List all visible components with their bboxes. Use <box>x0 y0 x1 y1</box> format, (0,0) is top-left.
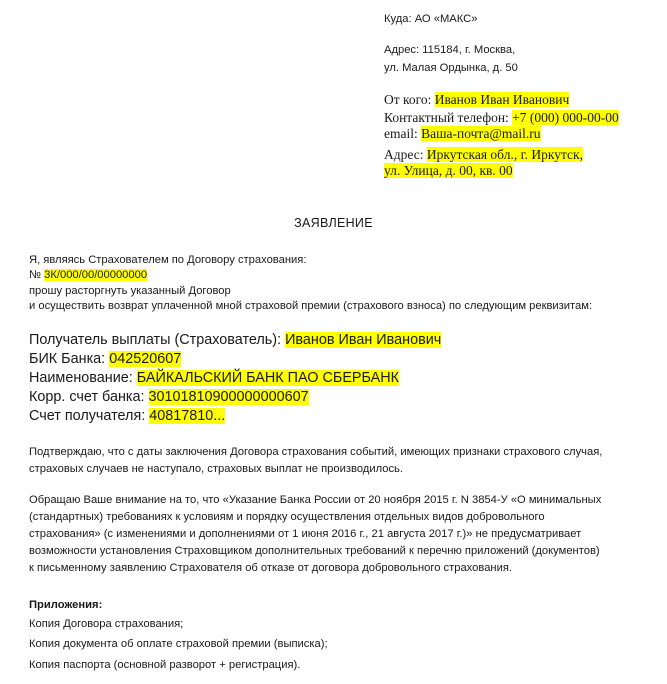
detail-recipient-label: Получатель выплаты (Страхователь): <box>29 332 286 348</box>
detail-account-value: 40817810... <box>149 408 226 424</box>
detail-account <box>29 408 225 424</box>
detail-recipient-value: Иванов Иван Иванович <box>285 332 442 348</box>
sender-email-value: Ваша-почта@mail.ru <box>421 126 541 141</box>
attachments-heading: Приложения: <box>29 599 103 611</box>
notice-line2: (стандартных) требованиях к условиям и порядку осуществления отдельных видов добровольного <box>29 511 545 523</box>
detail-corr-account-value: 30101810900000000607 <box>148 389 309 405</box>
sender-phone-value: +7 (000) 000-00-00 <box>512 110 619 125</box>
attachment-item: Копия паспорта (основной разворот + регистрация). <box>29 659 301 671</box>
intro-line3: прошу расторгнуть указанный Договор <box>29 285 231 297</box>
attachment-item: Копия Договора страхования; <box>29 618 184 630</box>
recipient-address-line2: ул. Малая Ордынка, д. 50 <box>384 62 518 74</box>
sender-address <box>384 147 583 163</box>
intro-line1: Я, являясь Страхователем по Договору страхования: <box>29 254 307 266</box>
notice-line5: к письменному заявлению Страхователя об отказе от договора добровольного страхования. <box>29 562 513 574</box>
confirm-line2: страховых случаев не наступало, страховых выплат не производилось. <box>29 463 403 475</box>
sender-address-line1: Иркутская обл., г. Иркутск, <box>426 147 583 162</box>
intro-line4: и осуществить возврат уплаченной мной страховой премии (страхового взноса) по следующим реквизитам: <box>29 300 593 312</box>
detail-bik-label: БИК Банка: <box>29 351 110 367</box>
contract-number-label: № <box>29 269 45 281</box>
notice-line3: страхования» (с изменениями и дополнениями от 1 июня 2016 г., 21 августа 2017 г.)» не предусматривает <box>29 528 582 540</box>
attachment-item: Копия документа об оплате страховой премии (выписка); <box>29 638 328 650</box>
sender-name: Иванов Иван Иванович <box>434 92 570 107</box>
recipient-address-line1: Адрес: 115184, г. Москва, <box>384 44 516 56</box>
sender-phone-label: Контактный телефон: <box>384 110 513 125</box>
sender-from <box>384 92 569 108</box>
detail-bank-name <box>29 370 399 386</box>
detail-recipient <box>29 332 441 348</box>
detail-bank-name-label: Наименование: <box>29 370 137 386</box>
sender-phone <box>384 110 619 126</box>
sender-address-label: Адрес: <box>384 147 427 162</box>
recipient-to: Куда: АО «МАКС» <box>384 13 478 25</box>
sender-email-label: email: <box>384 126 422 141</box>
sender-address-line2: ул. Улица, д. 00, кв. 00 <box>384 163 513 178</box>
contract-number-value: 3К/000/00/00000000 <box>44 269 148 281</box>
detail-corr-account <box>29 389 309 405</box>
sender-address-line2-wrap <box>384 163 513 179</box>
sender-email <box>384 126 541 142</box>
contract-number <box>29 269 147 281</box>
confirm-line1: Подтверждаю, что с даты заключения Договора страхования событий, имеющих признаки страхового случая, <box>29 446 603 458</box>
detail-bank-name-value: БАЙКАЛЬСКИЙ БАНК ПАО СБЕРБАНК <box>136 370 400 386</box>
notice-line1: Обращаю Ваше внимание на то, что «Указание Банка России от 20 ноября 2015 г. N 3854-У «О минимальных <box>29 494 602 506</box>
sender-from-label: От кого: <box>384 92 435 107</box>
detail-corr-account-label: Корр. счет банка: <box>29 389 149 405</box>
detail-bik-value: 042520607 <box>109 351 182 367</box>
notice-line4: возможности установления Страховщиком дополнительных требований к перечню приложений (документов) <box>29 545 600 557</box>
document-title: ЗАЯВЛЕНИЕ <box>294 216 373 230</box>
detail-bik <box>29 351 181 367</box>
detail-account-label: Счет получателя: <box>29 408 150 424</box>
